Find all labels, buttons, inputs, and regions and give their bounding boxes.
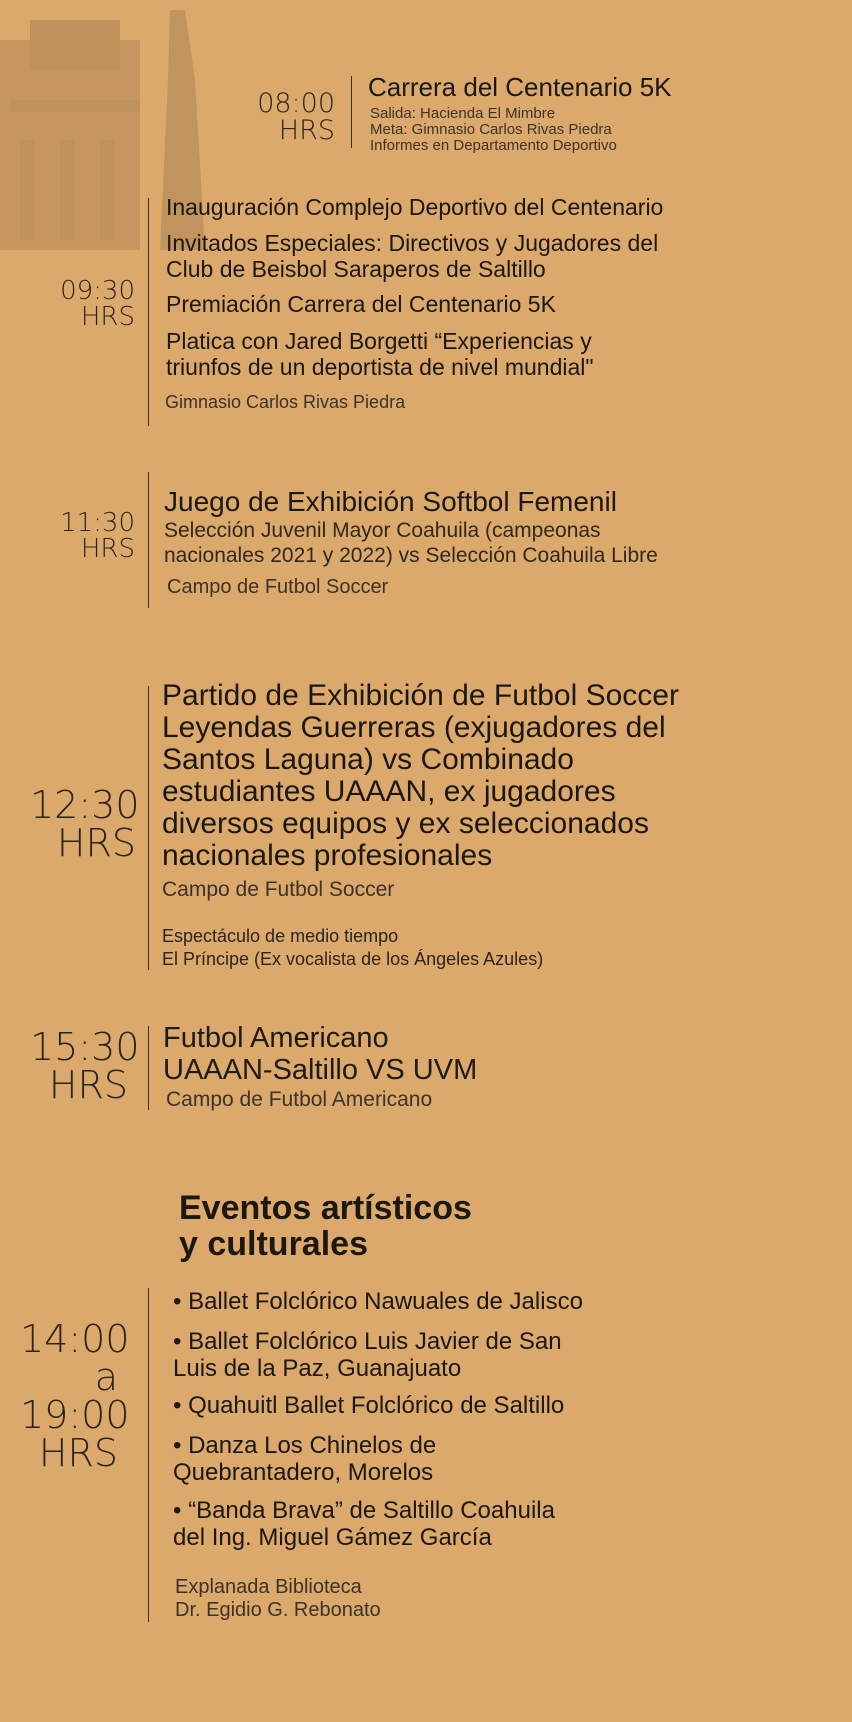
event-detail: Selección Juvenil Mayor Coahuila (campeonas — [164, 519, 601, 542]
event-time: 11:30 HRS — [60, 508, 135, 564]
cultural-venue: Dr. Egidio G. Rebonato — [175, 1599, 381, 1621]
event-line: diversos equipos y ex seleccionados — [162, 807, 649, 840]
event-detail: Informes en Departamento Deportivo — [370, 137, 617, 154]
event-item: Club de Beisbol Saraperos de Saltillo — [166, 256, 546, 282]
cultural-venue: Explanada Biblioteca — [175, 1576, 362, 1598]
cultural-time: 14:00 a 19:00 HRS — [20, 1317, 130, 1475]
event-line: Partido de Exhibición de Futbol Soccer — [162, 679, 679, 712]
event-venue: Gimnasio Carlos Rivas Piedra — [165, 392, 406, 412]
cultural-item: • “Banda Brava” de Saltillo Coahuila — [173, 1497, 555, 1524]
divider-line — [351, 76, 352, 148]
divider-line — [148, 1288, 149, 1622]
event-venue: Campo de Futbol Soccer — [167, 576, 389, 598]
divider-line — [148, 472, 149, 608]
event-line: UAAAN-Saltillo VS UVM — [163, 1054, 478, 1086]
cultural-item: • Danza Los Chinelos de — [173, 1432, 437, 1459]
event-time: 15:30 HRS — [30, 1025, 140, 1107]
divider-line — [148, 1026, 149, 1110]
divider-line — [148, 198, 149, 426]
event-time: 09:30 HRS — [60, 276, 135, 332]
event-extra: El Príncipe (Ex vocalista de los Ángeles Azules) — [162, 949, 544, 969]
event-item: Inauguración Complejo Deportivo del Centenario — [166, 194, 664, 220]
event-item: Invitados Especiales: Directivos y Jugadores del — [166, 230, 659, 256]
section-heading: Eventos artísticos y culturales — [179, 1189, 472, 1263]
event-item: Premiación Carrera del Centenario 5K — [166, 291, 556, 317]
event-title: Carrera del Centenario 5K — [368, 72, 672, 102]
event-item: Platica con Jared Borgetti “Experiencias y — [166, 328, 592, 354]
event-detail: Meta: Gimnasio Carlos Rivas Piedra — [370, 121, 612, 138]
event-line: Leyendas Guerreras (exjugadores del — [162, 711, 666, 744]
event-line: Futbol Americano — [163, 1022, 389, 1054]
cultural-item: • Ballet Folclórico Luis Javier de San — [173, 1328, 562, 1355]
divider-line — [148, 686, 149, 970]
event-extra: Espectáculo de medio tiempo — [162, 926, 399, 946]
cultural-item: • Quahuitl Ballet Folclórico de Saltillo — [173, 1392, 565, 1419]
event-detail: Salida: Hacienda El Mimbre — [370, 105, 556, 122]
event-time: 08:00 HRS — [257, 88, 335, 146]
cultural-item: • Ballet Folclórico Nawuales de Jalisco — [173, 1288, 583, 1315]
cultural-item: Luis de la Paz, Guanajuato — [173, 1355, 462, 1382]
event-item: triunfos de un deportista de nivel mundial" — [166, 354, 594, 380]
event-line: estudiantes UAAAN, ex jugadores — [162, 775, 616, 808]
event-detail: nacionales 2021 y 2022) vs Selección Coahuila Libre — [164, 544, 658, 567]
event-venue: Campo de Futbol Americano — [166, 1088, 433, 1111]
event-line: Santos Laguna) vs Combinado — [162, 743, 574, 776]
cultural-item: del Ing. Miguel Gámez García — [173, 1524, 492, 1551]
cultural-item: Quebrantadero, Morelos — [173, 1459, 434, 1486]
event-title: Juego de Exhibición Softbol Femenil — [164, 486, 617, 517]
event-line: nacionales profesionales — [162, 839, 493, 872]
event-time: 12:30 HRS — [30, 783, 140, 865]
event-venue: Campo de Futbol Soccer — [162, 878, 395, 901]
